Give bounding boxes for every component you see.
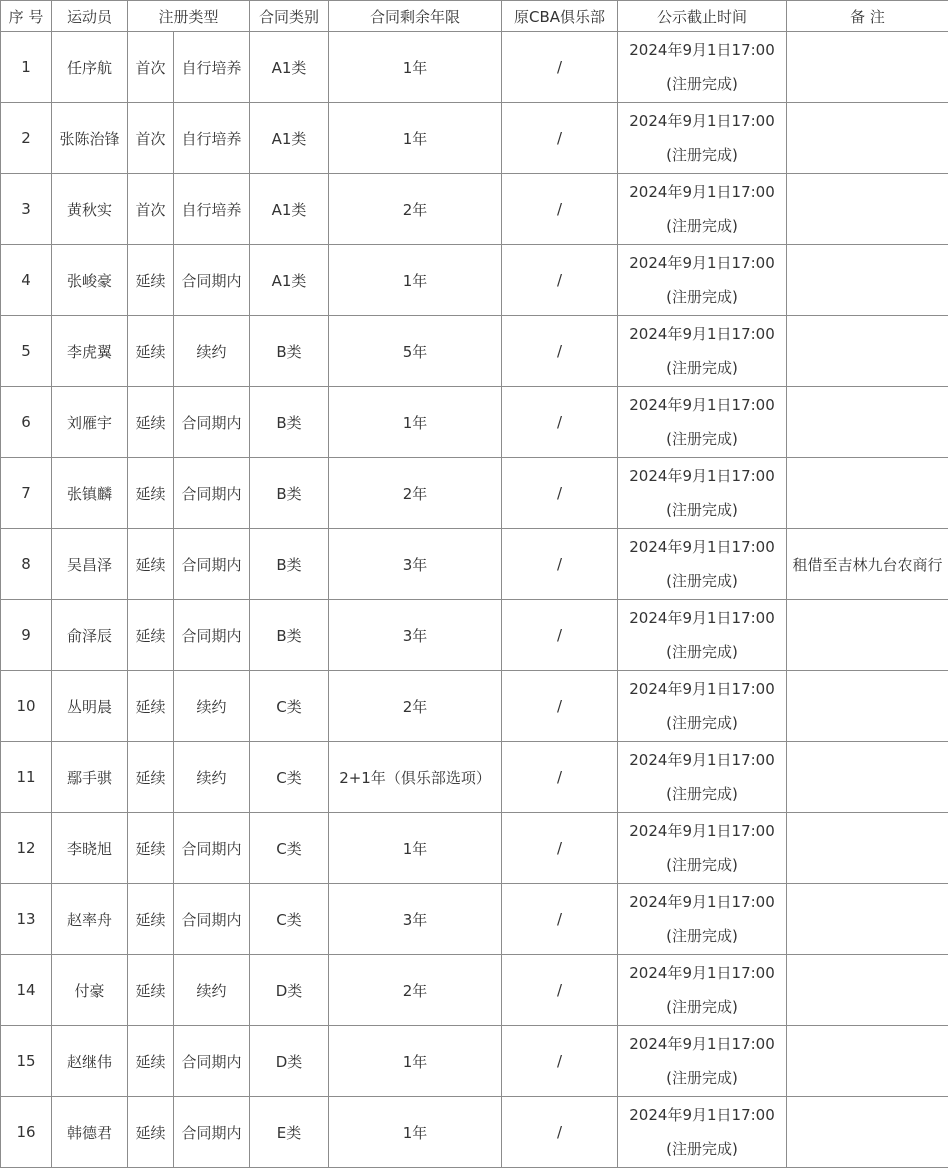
cell-deadline <box>618 174 787 245</box>
cell-contract-category: A1类 <box>250 32 329 103</box>
cell-reg-type: 延续 <box>128 813 174 884</box>
deadline-status: (注册完成) <box>618 493 786 527</box>
cell-deadline <box>618 245 787 316</box>
cell-deadline <box>618 600 787 671</box>
cell-athlete: 黄秋实 <box>52 174 128 245</box>
table-row <box>1 955 948 1026</box>
deadline-status: (注册完成) <box>618 919 786 953</box>
cell-contract-years: 1年 <box>329 1097 502 1168</box>
cell-contract-years: 2年 <box>329 671 502 742</box>
table-row <box>1 813 948 884</box>
cell-deadline <box>618 1097 787 1168</box>
cell-reg-detail: 合同期内 <box>174 813 250 884</box>
deadline-status: (注册完成) <box>618 422 786 456</box>
cell-prev-club: / <box>502 742 618 813</box>
table-header-row <box>1 1 948 32</box>
cell-seq: 5 <box>1 316 52 387</box>
table-row <box>1 174 948 245</box>
table-row <box>1 245 948 316</box>
cell-reg-type: 延续 <box>128 1026 174 1097</box>
cell-reg-type: 延续 <box>128 955 174 1026</box>
cell-deadline <box>618 813 787 884</box>
deadline-status: (注册完成) <box>618 635 786 669</box>
cell-prev-club: / <box>502 884 618 955</box>
cell-contract-category: A1类 <box>250 245 329 316</box>
cell-note <box>787 316 948 387</box>
cell-prev-club: / <box>502 458 618 529</box>
cell-contract-years: 1年 <box>329 813 502 884</box>
cell-seq: 14 <box>1 955 52 1026</box>
cell-contract-category: D类 <box>250 955 329 1026</box>
deadline-status: (注册完成) <box>618 1061 786 1095</box>
cell-reg-detail: 续约 <box>174 955 250 1026</box>
cell-contract-category: C类 <box>250 671 329 742</box>
cell-note <box>787 955 948 1026</box>
deadline-date: 2024年9月1日17:00 <box>618 530 786 564</box>
cell-reg-detail: 合同期内 <box>174 458 250 529</box>
cell-reg-type: 延续 <box>128 884 174 955</box>
cell-reg-type: 首次 <box>128 32 174 103</box>
deadline-status: (注册完成) <box>618 67 786 101</box>
cell-note: 租借至吉林九台农商行 <box>787 529 948 600</box>
header-contract-category: 合同类别 <box>250 1 329 32</box>
cell-note <box>787 742 948 813</box>
deadline-status: (注册完成) <box>618 209 786 243</box>
cell-reg-detail: 自行培养 <box>174 103 250 174</box>
cell-contract-years: 1年 <box>329 245 502 316</box>
cell-athlete: 张镇麟 <box>52 458 128 529</box>
deadline-status: (注册完成) <box>618 706 786 740</box>
deadline-date: 2024年9月1日17:00 <box>618 175 786 209</box>
cell-note <box>787 600 948 671</box>
cell-reg-detail: 自行培养 <box>174 32 250 103</box>
cell-note <box>787 174 948 245</box>
cell-contract-years: 3年 <box>329 529 502 600</box>
cell-deadline <box>618 884 787 955</box>
deadline-date: 2024年9月1日17:00 <box>618 246 786 280</box>
table-row <box>1 458 948 529</box>
cell-contract-years: 3年 <box>329 884 502 955</box>
cell-contract-years: 1年 <box>329 1026 502 1097</box>
deadline-status: (注册完成) <box>618 280 786 314</box>
table-body <box>1 32 948 1168</box>
header-athlete: 运动员 <box>52 1 128 32</box>
cell-reg-type: 延续 <box>128 387 174 458</box>
header-seq: 序 号 <box>1 1 52 32</box>
cell-contract-category: B类 <box>250 316 329 387</box>
table-row <box>1 1026 948 1097</box>
cell-reg-detail: 续约 <box>174 671 250 742</box>
table-row <box>1 316 948 387</box>
cell-athlete: 付豪 <box>52 955 128 1026</box>
cell-reg-detail: 合同期内 <box>174 884 250 955</box>
cell-reg-type: 延续 <box>128 600 174 671</box>
table-row <box>1 1097 948 1168</box>
cell-deadline <box>618 671 787 742</box>
cell-note <box>787 387 948 458</box>
cell-athlete: 李晓旭 <box>52 813 128 884</box>
cell-deadline <box>618 32 787 103</box>
deadline-date: 2024年9月1日17:00 <box>618 388 786 422</box>
cell-athlete: 丛明晨 <box>52 671 128 742</box>
cell-athlete: 张峻豪 <box>52 245 128 316</box>
cell-note <box>787 1026 948 1097</box>
cell-deadline <box>618 529 787 600</box>
cell-athlete: 赵继伟 <box>52 1026 128 1097</box>
cell-prev-club: / <box>502 245 618 316</box>
cell-deadline <box>618 458 787 529</box>
deadline-date: 2024年9月1日17:00 <box>618 459 786 493</box>
deadline-date: 2024年9月1日17:00 <box>618 601 786 635</box>
cell-seq: 15 <box>1 1026 52 1097</box>
deadline-date: 2024年9月1日17:00 <box>618 33 786 67</box>
cell-reg-detail: 合同期内 <box>174 387 250 458</box>
cell-contract-years: 2年 <box>329 458 502 529</box>
cell-seq: 2 <box>1 103 52 174</box>
cell-reg-detail: 合同期内 <box>174 600 250 671</box>
cell-seq: 13 <box>1 884 52 955</box>
cell-deadline <box>618 316 787 387</box>
deadline-status: (注册完成) <box>618 138 786 172</box>
cell-contract-category: C类 <box>250 742 329 813</box>
table-row <box>1 387 948 458</box>
cell-prev-club: / <box>502 387 618 458</box>
deadline-status: (注册完成) <box>618 777 786 811</box>
cell-reg-type: 延续 <box>128 245 174 316</box>
cell-contract-category: B类 <box>250 458 329 529</box>
cell-contract-category: B类 <box>250 387 329 458</box>
deadline-date: 2024年9月1日17:00 <box>618 317 786 351</box>
cell-reg-type: 延续 <box>128 671 174 742</box>
cell-deadline <box>618 1026 787 1097</box>
deadline-status: (注册完成) <box>618 564 786 598</box>
cell-seq: 8 <box>1 529 52 600</box>
cell-note <box>787 1097 948 1168</box>
cell-note <box>787 884 948 955</box>
cell-prev-club: / <box>502 529 618 600</box>
cell-contract-category: A1类 <box>250 103 329 174</box>
cell-reg-type: 延续 <box>128 1097 174 1168</box>
cell-prev-club: / <box>502 955 618 1026</box>
cell-reg-type: 首次 <box>128 174 174 245</box>
cell-note <box>787 458 948 529</box>
cell-reg-type: 首次 <box>128 103 174 174</box>
cell-deadline <box>618 387 787 458</box>
cell-seq: 3 <box>1 174 52 245</box>
header-note: 备 注 <box>787 1 948 32</box>
cell-athlete: 任序航 <box>52 32 128 103</box>
cell-seq: 11 <box>1 742 52 813</box>
deadline-status: (注册完成) <box>618 990 786 1024</box>
cell-athlete: 赵率舟 <box>52 884 128 955</box>
header-contract-years: 合同剩余年限 <box>329 1 502 32</box>
table-row <box>1 32 948 103</box>
cell-prev-club: / <box>502 1026 618 1097</box>
cell-seq: 1 <box>1 32 52 103</box>
cell-reg-type: 延续 <box>128 316 174 387</box>
cell-seq: 9 <box>1 600 52 671</box>
cell-note <box>787 671 948 742</box>
cell-reg-detail: 合同期内 <box>174 245 250 316</box>
cell-seq: 4 <box>1 245 52 316</box>
deadline-status: (注册完成) <box>618 351 786 385</box>
cell-seq: 7 <box>1 458 52 529</box>
deadline-date: 2024年9月1日17:00 <box>618 672 786 706</box>
deadline-date: 2024年9月1日17:00 <box>618 1027 786 1061</box>
cell-contract-years: 3年 <box>329 600 502 671</box>
cell-prev-club: / <box>502 1097 618 1168</box>
cell-reg-detail: 合同期内 <box>174 1026 250 1097</box>
cell-reg-detail: 续约 <box>174 316 250 387</box>
deadline-status: (注册完成) <box>618 1132 786 1166</box>
cell-athlete: 刘雁宇 <box>52 387 128 458</box>
cell-contract-years: 5年 <box>329 316 502 387</box>
cell-seq: 12 <box>1 813 52 884</box>
cell-reg-detail: 合同期内 <box>174 1097 250 1168</box>
cell-contract-category: B类 <box>250 600 329 671</box>
cell-reg-type: 延续 <box>128 458 174 529</box>
cell-athlete: 吴昌泽 <box>52 529 128 600</box>
cell-athlete: 俞泽辰 <box>52 600 128 671</box>
cell-contract-years: 1年 <box>329 387 502 458</box>
cell-contract-category: D类 <box>250 1026 329 1097</box>
deadline-date: 2024年9月1日17:00 <box>618 743 786 777</box>
cell-note <box>787 32 948 103</box>
cell-reg-detail: 续约 <box>174 742 250 813</box>
cell-reg-type: 延续 <box>128 742 174 813</box>
cell-deadline <box>618 955 787 1026</box>
header-prev-club: 原CBA俱乐部 <box>502 1 618 32</box>
table-row <box>1 742 948 813</box>
cell-deadline <box>618 103 787 174</box>
cell-prev-club: / <box>502 32 618 103</box>
cell-contract-category: B类 <box>250 529 329 600</box>
cell-prev-club: / <box>502 103 618 174</box>
table-row <box>1 671 948 742</box>
deadline-date: 2024年9月1日17:00 <box>618 885 786 919</box>
cell-prev-club: / <box>502 813 618 884</box>
cell-prev-club: / <box>502 671 618 742</box>
cell-reg-detail: 自行培养 <box>174 174 250 245</box>
table-row <box>1 103 948 174</box>
cell-seq: 16 <box>1 1097 52 1168</box>
deadline-status: (注册完成) <box>618 848 786 882</box>
table-row <box>1 600 948 671</box>
cell-reg-detail: 合同期内 <box>174 529 250 600</box>
cell-contract-category: C类 <box>250 884 329 955</box>
cell-reg-type: 延续 <box>128 529 174 600</box>
cell-prev-club: / <box>502 600 618 671</box>
table-row <box>1 529 948 600</box>
cell-athlete: 李虎翼 <box>52 316 128 387</box>
cell-athlete: 鄢手骐 <box>52 742 128 813</box>
cell-contract-years: 1年 <box>329 103 502 174</box>
header-reg-type: 注册类型 <box>128 1 250 32</box>
cell-note <box>787 813 948 884</box>
cell-athlete: 张陈治锋 <box>52 103 128 174</box>
table-row <box>1 884 948 955</box>
cell-note <box>787 245 948 316</box>
cell-deadline <box>618 742 787 813</box>
cell-contract-category: E类 <box>250 1097 329 1168</box>
cell-seq: 10 <box>1 671 52 742</box>
cell-note <box>787 103 948 174</box>
deadline-date: 2024年9月1日17:00 <box>618 1098 786 1132</box>
cell-prev-club: / <box>502 174 618 245</box>
cell-contract-years: 1年 <box>329 32 502 103</box>
cell-athlete: 韩德君 <box>52 1097 128 1168</box>
deadline-date: 2024年9月1日17:00 <box>618 814 786 848</box>
cell-contract-category: C类 <box>250 813 329 884</box>
cell-seq: 6 <box>1 387 52 458</box>
cell-contract-category: A1类 <box>250 174 329 245</box>
cell-contract-years: 2+1年（俱乐部选项） <box>329 742 502 813</box>
cell-contract-years: 2年 <box>329 174 502 245</box>
cell-prev-club: / <box>502 316 618 387</box>
header-deadline: 公示截止时间 <box>618 1 787 32</box>
cell-contract-years: 2年 <box>329 955 502 1026</box>
deadline-date: 2024年9月1日17:00 <box>618 104 786 138</box>
deadline-date: 2024年9月1日17:00 <box>618 956 786 990</box>
